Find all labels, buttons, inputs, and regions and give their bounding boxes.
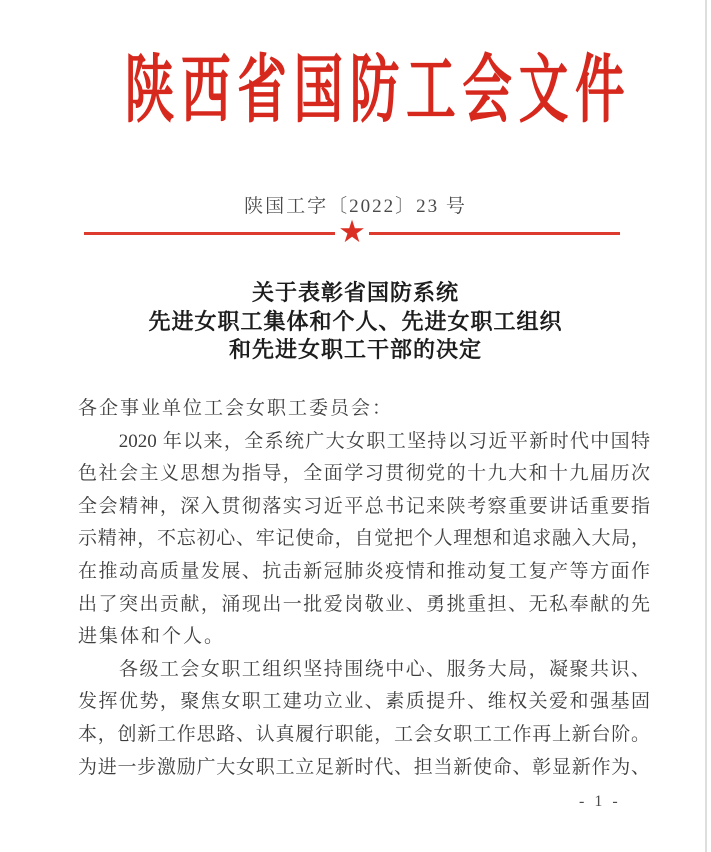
body-line: 全会精神，深入贯彻落实习近平总书记来陕考察重要讲话重要指 bbox=[78, 495, 650, 517]
body-line: 本，创新工作思路、认真履行职能，工会女职工工作再上新台阶。 bbox=[78, 723, 650, 745]
body-line: 示精神，不忘初心、牢记使命，自觉把个人理想和追求融入大局， bbox=[78, 528, 650, 550]
rule-left-segment bbox=[84, 232, 335, 235]
body-line: 为进一步激励广大女职工立足新时代、担当新使命、彰显新作为、 bbox=[78, 756, 650, 778]
document-title-line-2: 先进女职工集体和个人、先进女职工组织 bbox=[148, 308, 563, 334]
document-title-line-3: 和先进女职工干部的决定 bbox=[228, 337, 482, 362]
rule-right-segment bbox=[369, 232, 620, 235]
doc-number: 陕国工字〔2022〕23 号 bbox=[244, 196, 467, 217]
body-line: 出了突出贡献，涌现出一批爱岗敬业、勇挑重担、无私奉献的先 bbox=[78, 593, 650, 615]
masthead bbox=[0, 50, 711, 133]
body-line: 各级工会女职工组织坚持围绕中心、服务大局，凝聚共识、 bbox=[78, 658, 650, 680]
document-title bbox=[0, 279, 711, 365]
red-rule bbox=[84, 213, 620, 249]
document-body bbox=[78, 393, 650, 784]
body-line: 2020 年以来，全系统广大女职工坚持以习近平新时代中国特 bbox=[78, 430, 650, 452]
body-line: 进集体和个人。 bbox=[78, 626, 226, 648]
salutation: 各企事业单位工会女职工委员会： bbox=[78, 398, 394, 419]
body-line: 发挥优势，聚焦女职工建功立业、素质提升、维权关爱和强基固 bbox=[78, 691, 650, 713]
page-number: - 1 - bbox=[579, 793, 621, 810]
body-line: 在推动高质量发展、抗击新冠肺炎疫情和推动复工复产等方面作 bbox=[78, 560, 650, 582]
document-title-line-1: 关于表彰省国防系统 bbox=[251, 280, 459, 305]
body-line: 色社会主义思想为指导，全面学习贯彻党的十九大和十九届历次 bbox=[78, 463, 650, 485]
masthead-org-title: 陕西省国防工会文件 bbox=[124, 50, 632, 132]
red-star-icon: ★ bbox=[338, 213, 366, 249]
